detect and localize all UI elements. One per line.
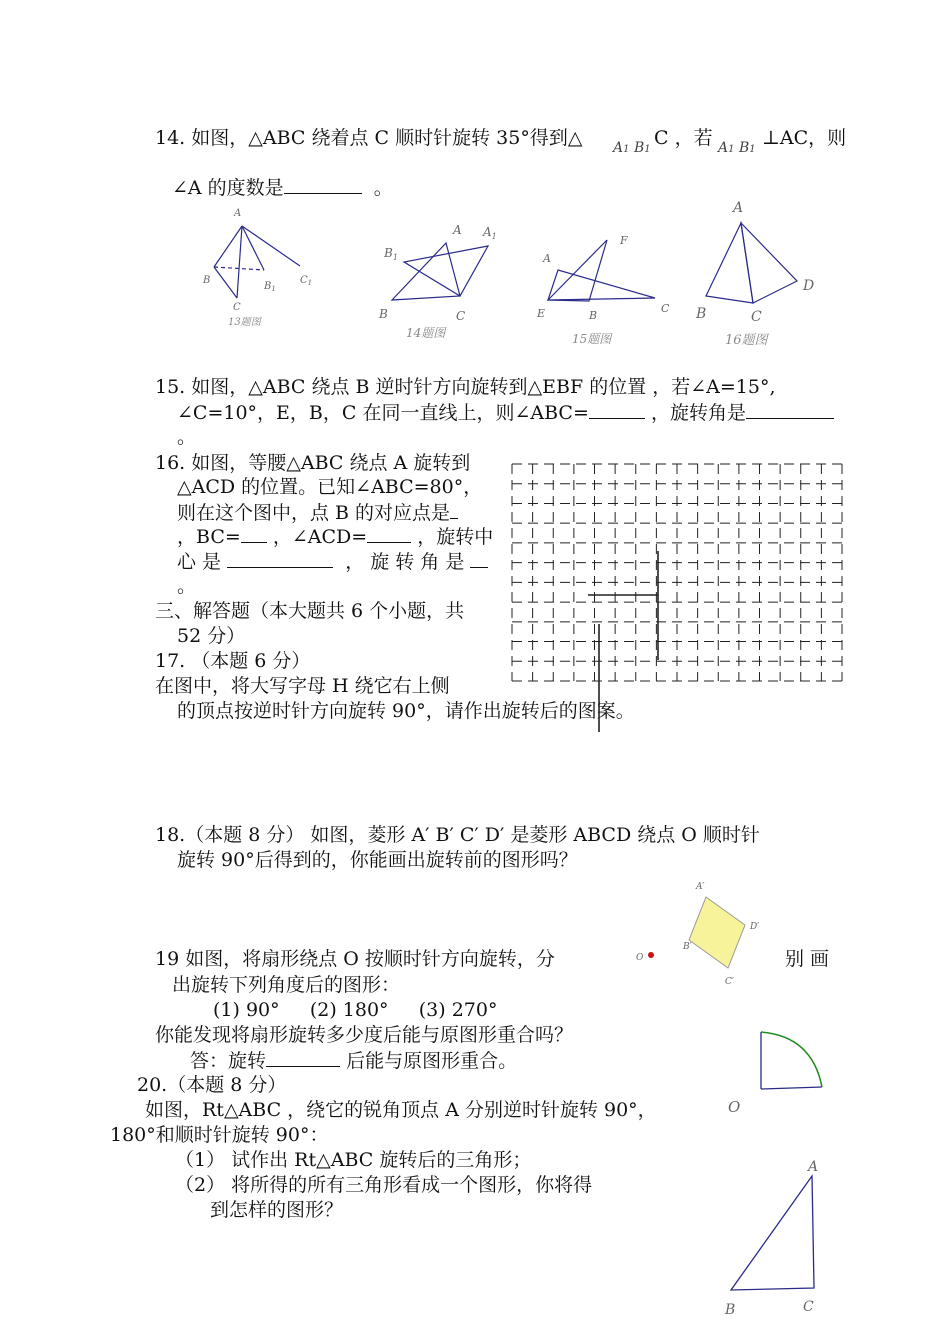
- fig14-label-c: C: [456, 309, 466, 323]
- q15-line2: ∠C=10°，E，B，C 在同一直线上，则∠ABC= ，旋转角是: [177, 400, 834, 425]
- q17-grid: [512, 464, 842, 681]
- fig16-caption: 16题图: [725, 333, 768, 348]
- fig14-label-a1: $A_1$: [483, 225, 497, 241]
- fig15-caption: 15题图: [572, 332, 612, 346]
- fig15-label-b: B: [589, 309, 598, 322]
- q15-line1: 15. 如图，△ABC 绕点 B 逆时针方向旋转到△EBF 的位置 ，若∠A=15°,: [155, 376, 776, 398]
- fig15-label-e: E: [537, 307, 546, 320]
- fig16-label-c: C: [751, 309, 762, 325]
- fig15-label-a: A: [543, 252, 551, 265]
- q20-label-c: C: [803, 1299, 814, 1315]
- q19-l4: 你能发现将扇形旋转多少度后能与原图形重合吗？: [155, 1024, 574, 1046]
- q18-l1: 18.（本题 8 分） 如图，菱形 A′ B′ C′ D′ 是菱形 ABCD 绕点 O 顺时针: [155, 824, 760, 846]
- q17-l3: 的顶点按逆时针方向旋转 90°，请作出旋转后的图案。: [177, 700, 635, 722]
- q14-a1b1-1: A1 B1: [613, 140, 651, 156]
- q18-rhombus: [689, 897, 745, 968]
- fig13-caption: 13题图: [228, 317, 261, 328]
- q17-l2: 在图中，将大写字母 H 绕它右上侧: [155, 675, 450, 697]
- q20-triangle: [731, 1176, 814, 1290]
- q18-label-o: O: [636, 953, 644, 963]
- section3-l2: 52 分）: [177, 625, 246, 647]
- fig13-label-b1: $B_1$: [264, 281, 276, 293]
- q20-l6: 到怎样的图形？: [210, 1199, 344, 1221]
- fig15: [548, 240, 655, 301]
- q14-a1b1-2: A1 B1: [718, 140, 756, 156]
- q16-l1: 16. 如图，等腰△ABC 绕点 A 旋转到: [155, 452, 471, 474]
- q20-l1: 20.（本题 8 分）: [137, 1074, 287, 1096]
- q20-l2: 如图，Rt△ABC ，绕它的锐角顶点 A 分别逆时针旋转 90°，: [145, 1099, 657, 1121]
- q18-l2: 旋转 90°后得到的，你能画出旋转前的图形吗？: [177, 849, 578, 871]
- q20-l5: （2） 将所得的所有三角形看成一个图形，你将得: [175, 1174, 593, 1196]
- fig13-label-c1: $C_1$: [300, 275, 313, 287]
- fig15-label-f: F: [620, 234, 628, 247]
- fig13-label-c: C: [233, 302, 241, 313]
- q17-l1: 17. （本题 6 分）: [155, 650, 311, 672]
- q18-label-c: C′: [725, 977, 734, 987]
- q16-l4: ，BC= ，∠ACD= ，旋转中: [177, 526, 494, 548]
- q16-l3: 则在这个图中，点 B 的对应点是: [177, 500, 458, 525]
- q19-l3: (1) 90° (2) 180° (3) 270°: [213, 999, 498, 1021]
- fig14: [392, 243, 488, 300]
- q20-label-b: B: [725, 1302, 736, 1318]
- q20-l3: 180°和顺时针旋转 90°：: [110, 1124, 329, 1146]
- fig14-label-b: B: [379, 307, 388, 321]
- fig16: [706, 223, 797, 303]
- q16-l5: 心 是 ， 旋 转 角 是: [177, 549, 488, 574]
- q14-line1-c: C ，若: [654, 127, 713, 149]
- q15-line3: 。: [177, 426, 197, 448]
- q20-label-a: A: [808, 1159, 819, 1175]
- q14-line2: ∠A 的度数是 。: [172, 177, 393, 199]
- fig13-label-a: A: [234, 208, 242, 219]
- q16-l2: △ACD 的位置。已知∠ABC=80°，: [177, 476, 483, 498]
- fig13: [214, 226, 300, 298]
- q19-label-o: O: [728, 1098, 741, 1116]
- q19-l1-end: 别 画: [785, 948, 830, 970]
- q18-label-b: B′: [683, 942, 692, 952]
- fig15-label-c: C: [661, 302, 670, 315]
- section3-l1: 三、解答题（本大题共 6 个小题，共: [155, 600, 465, 622]
- fig16-label-a: A: [733, 200, 744, 216]
- q19-l5: 答：旋转 后能与原图形重合。: [190, 1050, 518, 1072]
- fig14-label-b1: $B_1$: [384, 246, 398, 262]
- q14-line1-d: ⊥AC，则: [762, 127, 847, 149]
- fig14-label-a: A: [453, 223, 462, 237]
- q19-sector: [761, 1032, 822, 1089]
- fig14-caption: 14题图: [406, 326, 446, 340]
- fig16-label-d: D: [803, 278, 815, 294]
- fig16-label-b: B: [696, 306, 707, 322]
- q18-label-d: D′: [750, 922, 760, 932]
- q20-l4: （1） 试作出 Rt△ABC 旋转后的三角形；: [175, 1149, 532, 1171]
- fig13-label-b: B: [203, 275, 211, 286]
- q18-center-dot: [648, 952, 654, 958]
- q19-l1: 19 如图，将扇形绕点 O 按顺时针方向旋转，分: [155, 948, 555, 970]
- q18-label-a: A′: [696, 882, 705, 892]
- q16-l6: 。: [177, 575, 197, 597]
- q14-line1: 14. 如图，△ABC 绕着点 C 顺时针旋转 35°得到△: [155, 127, 583, 149]
- q19-l2: 出旋转下列角度后的图形：: [172, 974, 401, 996]
